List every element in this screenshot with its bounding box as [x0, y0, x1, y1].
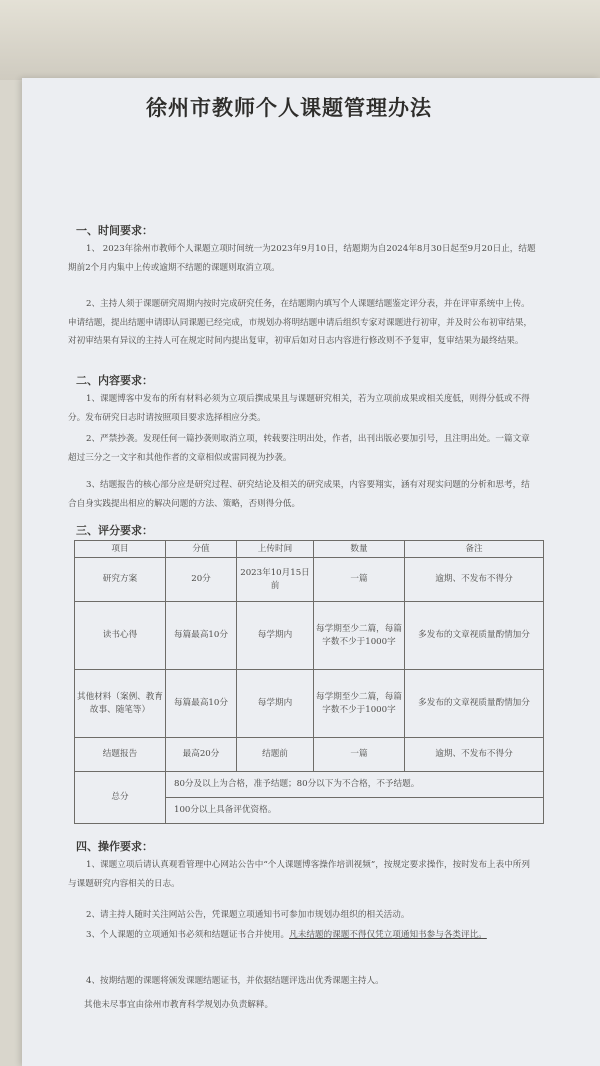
- cell-quantity: 一篇: [314, 738, 405, 772]
- cell-quantity: 一篇: [314, 558, 405, 602]
- table-row: [75, 670, 544, 738]
- table-row: [75, 738, 544, 772]
- table-row: [75, 602, 544, 670]
- cell-time: 2023年10月15日前: [237, 558, 314, 602]
- cell-time: 每学期内: [237, 670, 314, 738]
- header-score: 分值: [166, 541, 237, 558]
- section-heading-time: 一、时间要求：: [76, 224, 153, 237]
- cell-quantity: 每学期至少二篇，每篇字数不少于1000字: [314, 602, 405, 670]
- section-heading-operation: 四、操作要求：: [76, 840, 153, 853]
- cell-score: 最高20分: [166, 738, 237, 772]
- time-paragraph-1: 1、 2023年徐州市教师个人课题立项时间统一为2023年9月10日，结题期为自2024年8月30日起至9月20日止，结题期前2个月内集中上传或逾期不结题的课题则取消立项。: [68, 244, 536, 273]
- content-paragraph-2: 2、严禁抄袭。发现任何一篇抄袭则取消立项，转载要注明出处，作者，出刊出版必要加引号，且注明出处。一篇文章超过三分之一文字和其他作者的文章相似或雷同视为抄袭。: [68, 434, 530, 463]
- operation-paragraph-4: 4、按期结题的课题将颁发课题结题证书，并依据结题评选出优秀课题主持人。: [86, 976, 384, 986]
- header-note: 备注: [405, 541, 544, 558]
- section-heading-scoring: 三、评分要求：: [76, 524, 153, 537]
- section-heading-content: 二、内容要求：: [76, 374, 153, 387]
- cell-note: 多发布的文章视质量酌情加分: [405, 602, 544, 670]
- header-time: 上传时间: [237, 541, 314, 558]
- cell-score: 每篇最高10分: [166, 670, 237, 738]
- header-item: 项目: [75, 541, 166, 558]
- document-title: 徐州市教师个人课题管理办法: [146, 95, 432, 120]
- cell-note: 多发布的文章视质量酌情加分: [405, 670, 544, 738]
- cell-time: 每学期内: [237, 602, 314, 670]
- time-paragraph-2: 2、主持人须于课题研究周期内按时完成研究任务，在结题期内填写个人课题结题鉴定评分表，并在评审系统中上传。申请结题，提出结题申请即认同课题已经完成，市规划办将明结题申请后组织专家对课题进行初审，并及时公布初审结果，对初审结果有异议的主持人可在规定时间内提出复审，初审后如对日志内容进行修改则不予复审，复审结果为最终结果。: [68, 299, 533, 346]
- cell-total-label: 总分: [75, 772, 166, 824]
- table-header-row: [75, 541, 544, 558]
- content-paragraph-1: 1、课题博客中发布的所有材料必须为立项后撰成果且与课题研究相关，若为立项前成果或相关度低，则得分低或不得分。发布研究日志时请按照项目要求选择相应分类。: [68, 394, 530, 423]
- cell-score: 20分: [166, 558, 237, 602]
- cell-note: 逾期、不发布不得分: [405, 558, 544, 602]
- cell-score: 每篇最高10分: [166, 602, 237, 670]
- scoring-table: [74, 540, 544, 824]
- table-total-row: [75, 772, 544, 798]
- background-wall: [0, 0, 600, 80]
- header-quantity: 数量: [314, 541, 405, 558]
- cell-time: 结题前: [237, 738, 314, 772]
- operation-paragraph-3a: 3、个人课题的立项通知书必须和结题证书合并使用。: [86, 930, 290, 940]
- cell-item: 读书心得: [75, 602, 166, 670]
- content-paragraph-3: 3、结题报告的核心部分应是研究过程、研究结论及相关的研究成果，内容要翔实，涵有对现实问题的分析和思考，结合自身实践提出相应的解决问题的方法、策略，否则得分低。: [68, 480, 530, 509]
- cell-total-rule-2: 100分以上具备评优资格。: [166, 798, 544, 824]
- cell-item: 其他材料（案例、教育故事、随笔等）: [75, 670, 166, 738]
- operation-paragraph-3b-underlined: 凡未结题的课题不得仅凭立项通知书参与各类评比。: [289, 930, 487, 940]
- cell-item: 研究方案: [75, 558, 166, 602]
- operation-paragraph-3: [68, 926, 538, 945]
- operation-paragraph-1: 1、课题立项后请认真观看管理中心网站公告中“个人课题博客操作培训视频”，按规定要求操作，按时发布上表中所列与课题研究内容相关的日志。: [68, 860, 530, 889]
- cell-item: 结题报告: [75, 738, 166, 772]
- cell-note: 逾期、不发布不得分: [405, 738, 544, 772]
- table-row: [75, 558, 544, 602]
- cell-quantity: 每学期至少二篇，每篇字数不少于1000字: [314, 670, 405, 738]
- closing-statement: 其他未尽事宜由徐州市教育科学规划办负责解释。: [84, 1000, 274, 1010]
- operation-paragraph-2: 2、请主持人随时关注网站公告，凭课题立项通知书可参加市规划办组织的相关活动。: [86, 910, 410, 920]
- cell-total-rule-1: 80分及以上为合格，准予结题；80分以下为不合格，不予结题。: [166, 772, 544, 798]
